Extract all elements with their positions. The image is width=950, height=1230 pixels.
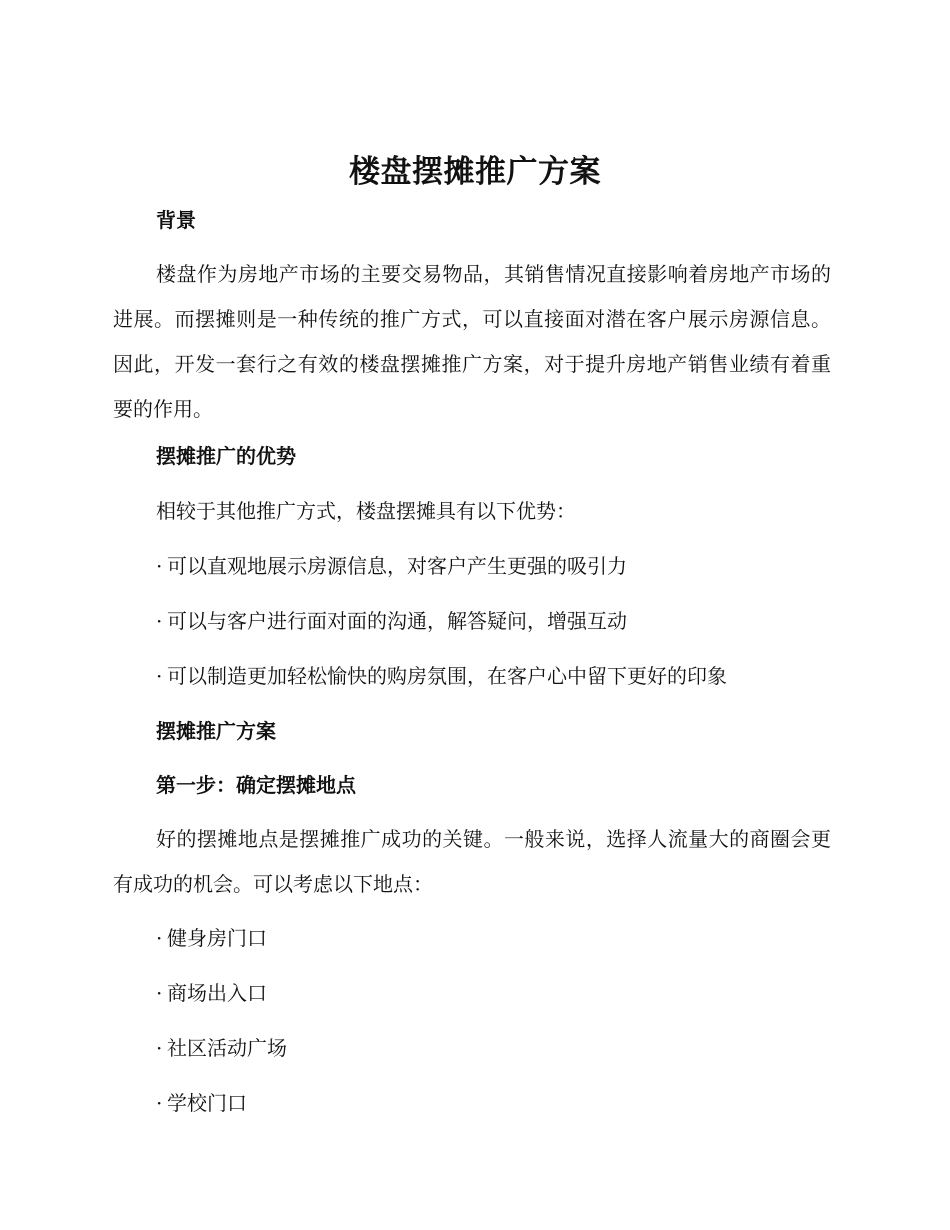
- section-heading-advantages: 摆摊推广的优势: [156, 444, 296, 468]
- list-item-text: 可以制造更加轻松愉快的购房氛围，在客户心中留下更好的印象: [167, 664, 727, 688]
- list-item: [156, 979, 267, 1007]
- list-item: [156, 1034, 287, 1062]
- list-item-text: 社区活动广场: [167, 1036, 287, 1060]
- bullet-mark: ·: [156, 1091, 163, 1115]
- list-item: [156, 1089, 247, 1117]
- list-item: [156, 607, 627, 635]
- bullet-mark: ·: [156, 1036, 163, 1060]
- section-heading-background: 背景: [156, 208, 196, 232]
- list-item-text: 可以直观地展示房源信息，对客户产生更强的吸引力: [167, 554, 627, 578]
- list-item: [156, 662, 727, 690]
- bullet-mark: ·: [156, 664, 163, 688]
- section-heading-plan: 摆摊推广方案: [156, 719, 276, 743]
- list-item-text: 学校门口: [167, 1091, 247, 1115]
- document-title: 楼盘摆摊推广方案: [349, 154, 601, 190]
- list-item: [156, 552, 627, 580]
- bullet-mark: ·: [156, 981, 163, 1005]
- step-one-paragraph: 好的摆摊地点是摆摊推广成功的关键。一般来说，选择人流量大的商圈会更有成功的机会。可以考虑以下地点：: [113, 827, 831, 896]
- list-item: [156, 924, 267, 952]
- background-paragraph: 楼盘作为房地产市场的主要交易物品，其销售情况直接影响着房地产市场的进展。而摆摊则是一种传统的推广方式，可以直接面对潜在客户展示房源信息。因此，开发一套行之有效的楼盘摆摊推广方案，对于提升房地产销售业绩有着重要的作用。: [113, 262, 831, 421]
- bullet-mark: ·: [156, 554, 163, 578]
- list-item-text: 健身房门口: [167, 926, 267, 950]
- bullet-mark: ·: [156, 926, 163, 950]
- list-item-text: 可以与客户进行面对面的沟通，解答疑问，增强互动: [167, 609, 627, 633]
- bullet-mark: ·: [156, 609, 163, 633]
- advantages-intro: 相较于其他推广方式，楼盘摆摊具有以下优势：: [156, 499, 576, 523]
- subheading-step-one: 第一步：确定摆摊地点: [156, 773, 356, 797]
- list-item-text: 商场出入口: [167, 981, 267, 1005]
